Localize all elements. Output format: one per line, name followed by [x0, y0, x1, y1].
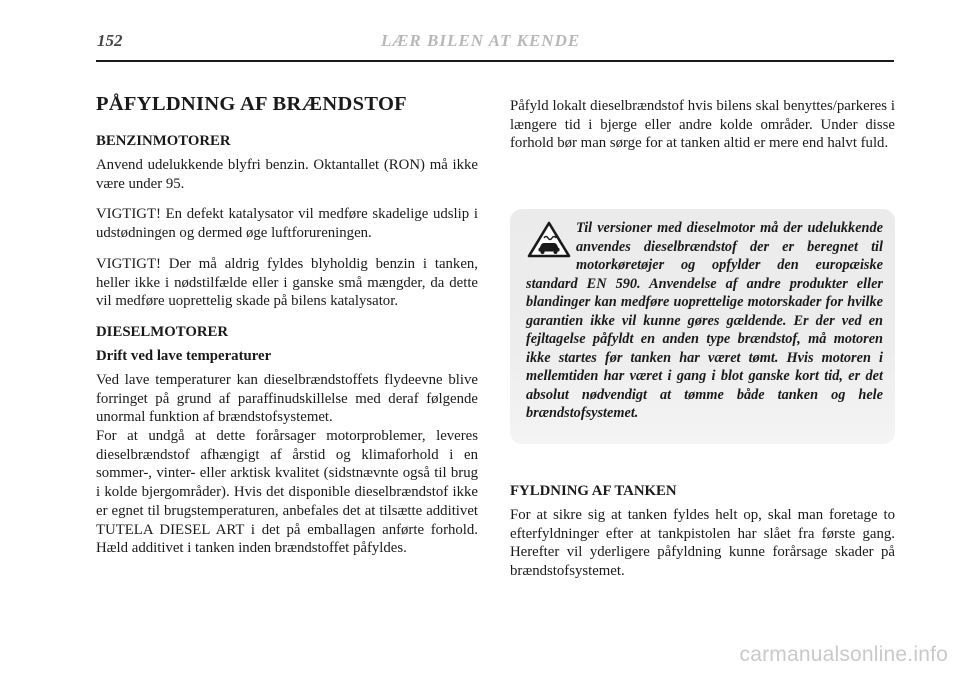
benzin-paragraph-1: Anvend udelukkende blyfri benzin. Oktantallet (RON) må ikke være under 95. — [96, 157, 478, 192]
diesel-paragraph-2: For at undgå at dette forårsager motorproblemer, leveres dieselbrændstof afhængigt af årstid og klimaforhold i en sommer-, vinter- eller arktisk kvalitet (sidstnævnte også til brug i kolde bjergområder). Hvis det disponible dieselbrændstof ikke er egnet til brugstemperaturen, anbefales det at tilsætte additivet TUTELA DIESEL ART i det på emballagen anførte forhold. Hæld additivet i tanken inden brændstoffet påfyldes. — [96, 428, 478, 557]
warning-triangle-car-icon — [527, 221, 571, 259]
right-column — [510, 97, 895, 153]
page-title: PÅFYLDNING AF BRÆNDSTOF — [96, 93, 408, 115]
benzin-paragraph-3: VIGTIGT! Der må aldrig fyldes blyholdig benzin i tanken, heller ikke i nødstilfælde eller i ganske små mængder, da dette vil medføre uoprettelig skade på bilens katalysator. — [96, 255, 478, 310]
diesel-subheading: Drift ved lave temperaturer — [96, 347, 272, 364]
header-rule — [96, 60, 894, 62]
left-column — [96, 92, 478, 558]
benzin-heading: BENZINMOTORER — [96, 133, 231, 149]
fill-tank-heading: FYLDNING AF TANKEN — [510, 483, 677, 499]
warning-text-content: Til versioner med dieselmotor må der udelukkende anvendes dieselbrændstof der er beregnet til motorkøretøjer og opfylder den europæiske standard EN 590. Anvendelse af andre produkter eller blandinger kan medføre uoprettelige motorskader for hvilke garantien ikke vil kunne gøres gældende. Er der ved en fejltagelse påfyldt en anden type brændstof, må motoren ikke startes før tanken har været tømt. Hvis motoren i mellemtiden har været i gang i blot ganske kort tid, er det absolut nødvendigt at tømme både tanken og hele brændstofsystemet. — [526, 220, 883, 421]
warning-text — [526, 219, 883, 423]
benzin-paragraph-2: VIGTIGT! En defekt katalysator vil medføre skadelige udslip i udstødningen og dermed øge luftforureningen. — [96, 206, 478, 242]
watermark: carmanualsonline.info — [739, 643, 948, 666]
diesel-heading: DIESELMOTORER — [96, 323, 229, 340]
warning-box — [510, 209, 895, 444]
fill-tank-paragraph: For at sikre sig at tanken fyldes helt op, skal man foretage to efterfyldninger efter at tankpistolen har slået fra første gang. Herefter vil yderligere påfyldning kunne forårsage skader på brændstofsystemet. — [510, 507, 895, 580]
fill-tank-section — [510, 482, 895, 581]
page-number: 152 — [97, 31, 123, 50]
diesel-paragraph-1: Ved lave temperaturer kan dieselbrændstoffets flydeevne blive forringet på grund af paraffinudskillelse med deraf følgende unormal funktion af brændstofsystemet. — [96, 371, 478, 426]
diesel-intro-paragraph: Påfyld lokalt dieselbrændstof hvis bilens skal benyttes/parkeres i længere tid i bjerge eller andre kolde områder. Under disse forhold bør man sørge for at tanken altid er mere end halvt fuld. — [510, 98, 895, 152]
running-header: LÆR BILEN AT KENDE — [381, 31, 581, 50]
